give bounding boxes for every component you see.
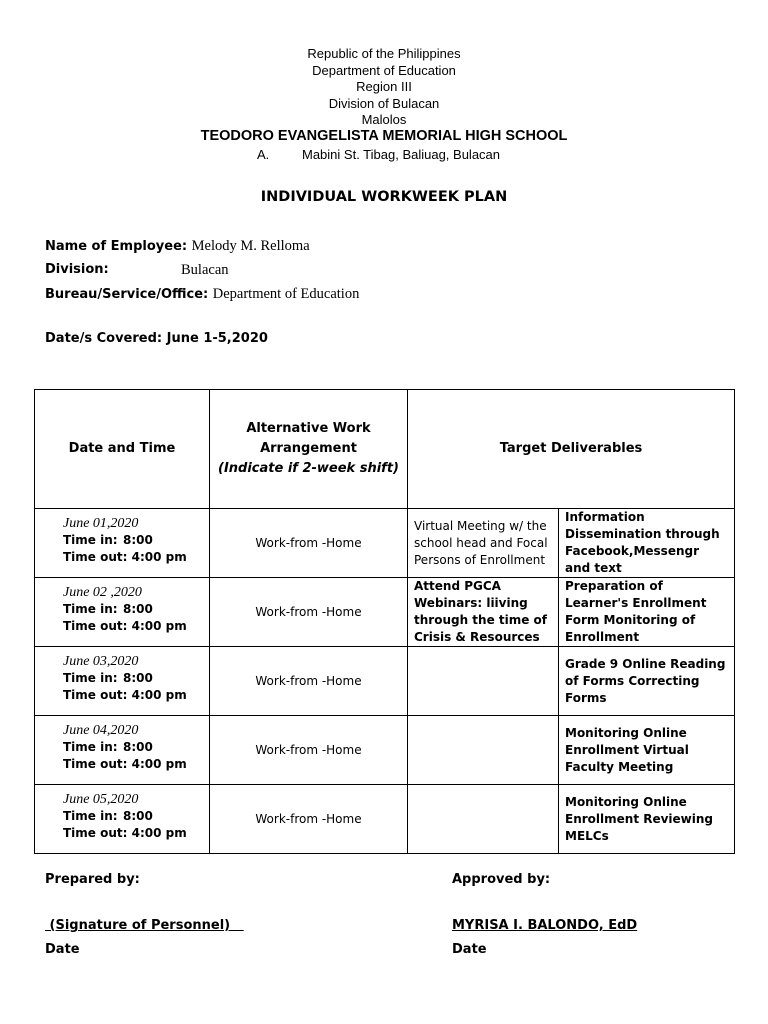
deliverable-a-cell: Attend PGCA Webinars: liiving through the time of Crisis & Resources (408, 578, 559, 647)
bureau-row (45, 286, 359, 303)
time-in-value: 8:00 (123, 602, 153, 616)
date-time-cell (35, 509, 210, 578)
deliverable-b-cell: Monitoring Online Enrollment Reviewing MELCs (559, 785, 735, 854)
date-time-cell (35, 716, 210, 785)
time-out-label: Time out: (63, 826, 128, 840)
deliverable-b-cell: Grade 9 Online Reading of Forms Correcting Forms (559, 647, 735, 716)
header-awa-line2: Arrangement (260, 441, 357, 456)
time-in-value: 8:00 (123, 533, 153, 547)
time-out-value: 4:00 pm (131, 688, 187, 702)
employee-name-value: Melody M. Relloma (191, 238, 310, 254)
header-work-arrangement (210, 390, 408, 509)
deliverable-a-cell (408, 785, 559, 854)
date-time-cell (35, 578, 210, 647)
date-right-label: Date (452, 942, 487, 957)
time-in-value: 8:00 (123, 671, 153, 685)
time-in-label: Time in: (63, 809, 118, 823)
header-deliverables: Target Deliverables (408, 390, 735, 509)
workweek-table (34, 389, 735, 854)
header-city: Malolos (361, 112, 407, 127)
arrangement-cell: Work-from -Home (210, 509, 408, 578)
bureau-label: Bureau/Service/Office: (45, 287, 209, 302)
time-in-value: 8:00 (123, 809, 153, 823)
header-department: Department of Education (312, 63, 456, 78)
arrangement-cell: Work-from -Home (210, 716, 408, 785)
date-left-label: Date (45, 942, 80, 957)
time-in-label: Time in: (63, 602, 118, 616)
bureau-value: Department of Education (212, 286, 360, 302)
table-row (35, 647, 735, 716)
approved-by-label: Approved by: (452, 872, 551, 887)
row-date: June 01,2020 (63, 516, 139, 531)
time-in-value: 8:00 (123, 740, 153, 754)
employee-name-row (45, 238, 310, 255)
deliverable-a-cell (408, 716, 559, 785)
row-date: June 02 ,2020 (63, 585, 142, 600)
time-out-value: 4:00 pm (131, 619, 187, 633)
arrangement-cell: Work-from -Home (210, 578, 408, 647)
prepared-by-label: Prepared by: (45, 872, 140, 887)
division-value: Bulacan (181, 262, 229, 278)
time-out-label: Time out: (63, 550, 128, 564)
time-out-label: Time out: (63, 757, 128, 771)
date-time-cell (35, 785, 210, 854)
header-republic: Republic of the Philippines (307, 46, 461, 61)
dates-covered: Date/s Covered: June 1-5,2020 (45, 331, 268, 346)
time-out-label: Time out: (63, 688, 128, 702)
address-text: Mabini St. Tibag, Baliuag, Bulacan (302, 147, 501, 162)
header-awa-line1: Alternative Work (246, 421, 371, 436)
header-region: Region III (356, 79, 412, 94)
deliverable-a-cell (408, 647, 559, 716)
table-header-row (35, 390, 735, 509)
row-date: June 04,2020 (63, 723, 139, 738)
time-in-label: Time in: (63, 533, 118, 547)
table-row (35, 509, 735, 578)
deliverable-b-cell: Information Dissemination through Facebook,Messengr and text (559, 509, 735, 578)
header-division: Division of Bulacan (328, 96, 440, 111)
table-row (35, 716, 735, 785)
deliverable-b-cell: Preparation of Learner's Enrollment Form Monitoring of Enrollment (559, 578, 735, 647)
division-label: Division: (45, 262, 109, 277)
school-name: TEODORO EVANGELISTA MEMORIAL HIGH SCHOOL (200, 128, 568, 144)
time-out-value: 4:00 pm (131, 757, 187, 771)
approver-name: MYRISA I. BALONDO, EdD (452, 918, 638, 933)
time-out-value: 4:00 pm (131, 826, 187, 840)
row-date: June 03,2020 (63, 654, 139, 669)
document-title: INDIVIDUAL WORKWEEK PLAN (260, 189, 508, 205)
deliverable-b-cell: Monitoring Online Enrollment Virtual Faculty Meeting (559, 716, 735, 785)
time-in-label: Time in: (63, 740, 118, 754)
personnel-signature-line: (Signature of Personnel) (45, 918, 244, 933)
arrangement-cell: Work-from -Home (210, 785, 408, 854)
arrangement-cell: Work-from -Home (210, 647, 408, 716)
time-out-value: 4:00 pm (131, 550, 187, 564)
time-out-label: Time out: (63, 619, 128, 633)
header-awa-note: (Indicate if 2-week shift) (218, 461, 399, 476)
header-date-time: Date and Time (35, 390, 210, 509)
table-row (35, 578, 735, 647)
date-time-cell (35, 647, 210, 716)
division-row (45, 262, 229, 278)
time-in-label: Time in: (63, 671, 118, 685)
address-marker: A. (257, 147, 270, 162)
row-date: June 05,2020 (63, 792, 139, 807)
table-row (35, 785, 735, 854)
deliverable-a-cell: Virtual Meeting w/ the school head and Focal Persons of Enrollment (408, 509, 559, 578)
employee-name-label: Name of Employee: (45, 239, 188, 254)
